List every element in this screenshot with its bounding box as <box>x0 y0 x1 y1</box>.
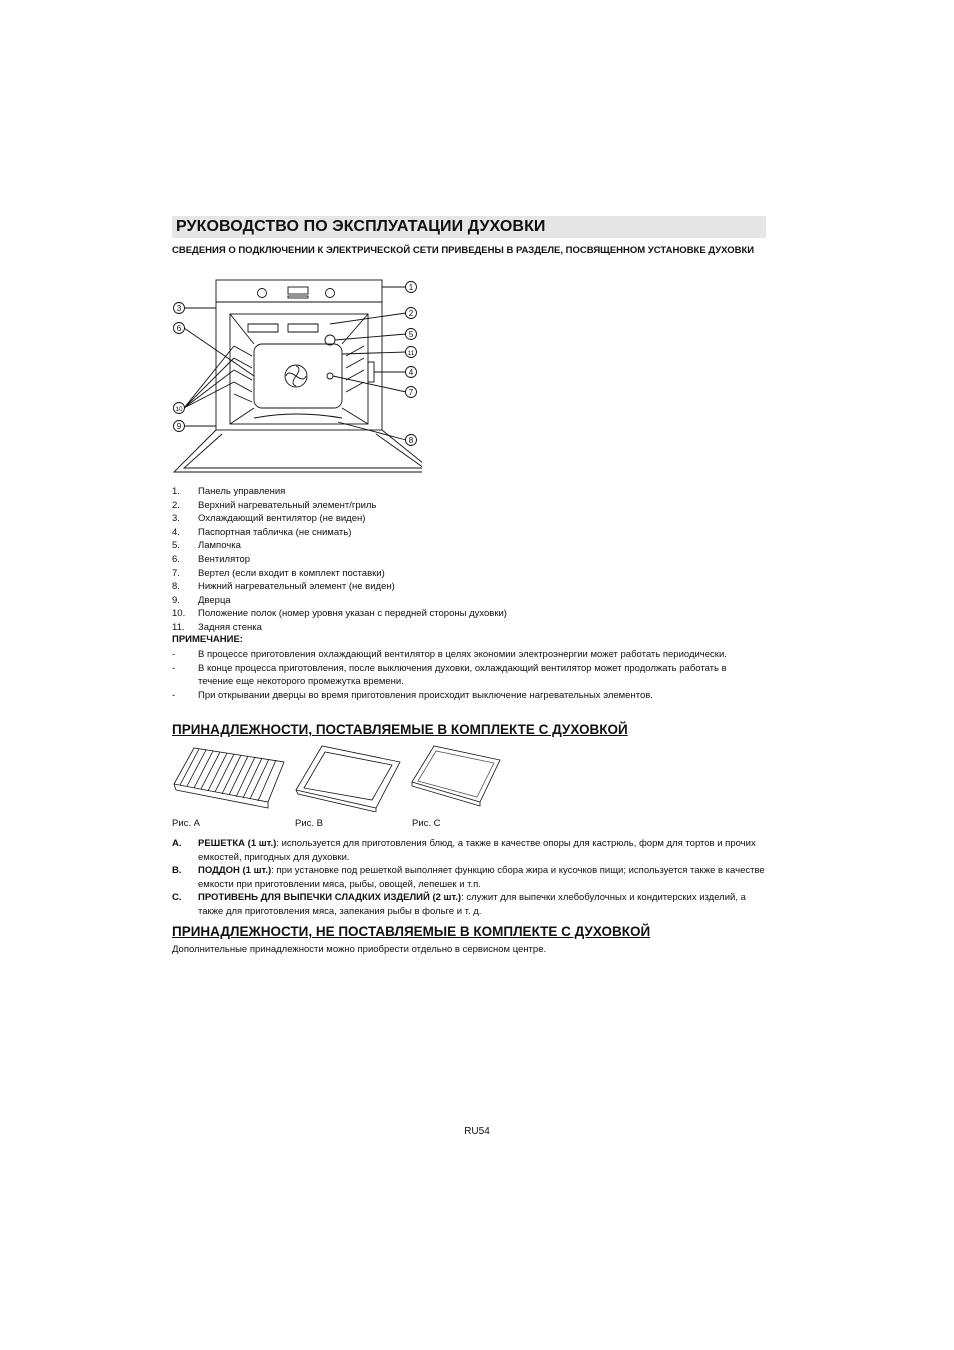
list-item: - В конце процесса приготовления, после выключения духовки, охлаждающий вентилятор может продолжать работать в течение еще некоторого промежутка времени. <box>172 662 727 688</box>
fig-label-b: Рис. B <box>295 818 324 829</box>
fig-label-a: Рис. A <box>172 818 201 829</box>
fig-label-c: Рис. C <box>412 818 441 829</box>
list-item: B. ПОДДОН (1 шт.): при установке под решеткой выполняет функцию сбора жира и кусочков пищи; используется также в качестве емкости при приготовлении мяса, рыбы, овощей, лепешек и т.п. <box>172 865 765 890</box>
list-item: 4. Паспортная табличка (не снимать) <box>172 526 352 538</box>
open-door <box>174 430 422 472</box>
list-item: 5. Лампочка <box>172 540 241 552</box>
page-number: RU54 <box>464 1126 490 1137</box>
svg-text:4: 4 <box>408 368 414 377</box>
list-item: 3. Охлаждающий вентилятор (не виден) <box>172 513 366 525</box>
extra-text: Дополнительные принадлежности можно приобрести отдельно в сервисном центре. <box>172 944 547 955</box>
svg-text:2: 2 <box>408 309 414 318</box>
callout-10 <box>174 403 185 414</box>
knob-right <box>326 289 335 298</box>
svg-text:6: 6 <box>176 324 182 333</box>
knob-left <box>258 289 267 298</box>
svg-text:11: 11 <box>407 350 415 357</box>
spit-shape <box>327 373 333 379</box>
svg-text:8: 8 <box>408 436 414 445</box>
lamp-shape <box>325 335 335 345</box>
figure-baking-tray <box>410 742 502 808</box>
page-title: РУКОВОДСТВО ПО ЭКСПЛУАТАЦИИ ДУХОВКИ <box>176 218 546 235</box>
door-inner <box>184 434 422 468</box>
back-wall <box>254 344 342 408</box>
oven-body <box>216 302 382 430</box>
display-shape <box>288 287 308 294</box>
callout-8 <box>406 435 417 446</box>
callout-11 <box>406 347 417 358</box>
callout-7 <box>406 387 417 398</box>
intro-text: СВЕДЕНИЯ О ПОДКЛЮЧЕНИИ К ЭЛЕКТРИЧЕСКОЙ СЕТИ ПРИВЕДЕНЫ В РАЗДЕЛЕ, ПОСВЯЩЕННОМ УСТАНОВКЕ ДУХОВКИ <box>172 245 755 256</box>
list-item: 9. Дверца <box>172 594 231 606</box>
oven-diagram <box>170 276 422 480</box>
control-panel-shape <box>216 280 382 302</box>
callout-5 <box>406 329 417 340</box>
list-item: 8. Нижний нагревательный элемент (не виден) <box>172 581 395 593</box>
top-heating-element <box>248 324 318 332</box>
fan-blades <box>286 366 306 386</box>
svg-text:5: 5 <box>408 330 414 339</box>
parts-list <box>172 485 762 635</box>
rating-plate-shape <box>368 362 374 382</box>
list-item: 11. Задняя стенка <box>172 621 262 633</box>
callout-1 <box>406 282 417 293</box>
callout-9 <box>174 421 185 432</box>
list-item: 10. Положение полок (номер уровня указан с передней стороны духовки) <box>172 608 507 620</box>
section-heading-supplied: ПРИНАДЛЕЖНОСТИ, ПОСТАВЛЯЕМЫЕ В КОМПЛЕКТЕ С ДУХОВКОЙ <box>172 722 628 737</box>
list-item: 6. Вентилятор <box>172 553 251 565</box>
list-item: A. РЕШЕТКА (1 шт.): используется для приготовления блюд, а также в качестве опоры для кастрюль, форм для тортов и прочих емкостей, пригодных для духовки. <box>172 838 756 863</box>
svg-text:1: 1 <box>408 283 414 292</box>
bottom-heating-element <box>254 414 342 418</box>
note-title: ПРИМЕЧАНИЕ: <box>172 634 243 645</box>
list-item: 1. Панель управления <box>172 486 286 497</box>
list-item: C. ПРОТИВЕНЬ ДЛЯ ВЫПЕЧКИ СЛАДКИХ ИЗДЕЛИЙ (2 шт.): служит для выпечки хлебобулочных и кондитерских изделий, а также для приготовления мяса, запекания рыбы в фольге и т. д. <box>172 892 746 917</box>
section-heading-not-supplied: ПРИНАДЛЕЖНОСТИ, НЕ ПОСТАВЛЯЕМЫЕ В КОМПЛЕКТЕ С ДУХОВКОЙ <box>172 924 651 939</box>
figure-rack <box>172 742 288 812</box>
list-item: 2. Верхний нагревательный элемент/гриль <box>172 499 377 511</box>
figure-drip-tray <box>294 742 402 812</box>
svg-text:10: 10 <box>175 406 183 413</box>
svg-text:9: 9 <box>176 422 182 431</box>
callout-3 <box>174 303 185 314</box>
list-item: 7. Вертел (если входит в комплект поставки) <box>172 567 385 579</box>
notes-list <box>172 648 762 702</box>
callout-6 <box>174 323 185 334</box>
display-buttons <box>288 296 308 298</box>
callout-2 <box>406 308 417 319</box>
svg-text:7: 7 <box>408 388 414 397</box>
title-bar <box>172 216 766 238</box>
callout-4 <box>406 367 417 378</box>
svg-text:3: 3 <box>176 304 182 313</box>
accessories-list <box>172 837 766 919</box>
list-item: - В процессе приготовления охлаждающий вентилятор в целях экономии электроэнергии может работать периодически. <box>172 649 727 660</box>
list-item: - При открывании дверцы во время приготовления происходит выключение нагревательных элементов. <box>172 689 653 701</box>
